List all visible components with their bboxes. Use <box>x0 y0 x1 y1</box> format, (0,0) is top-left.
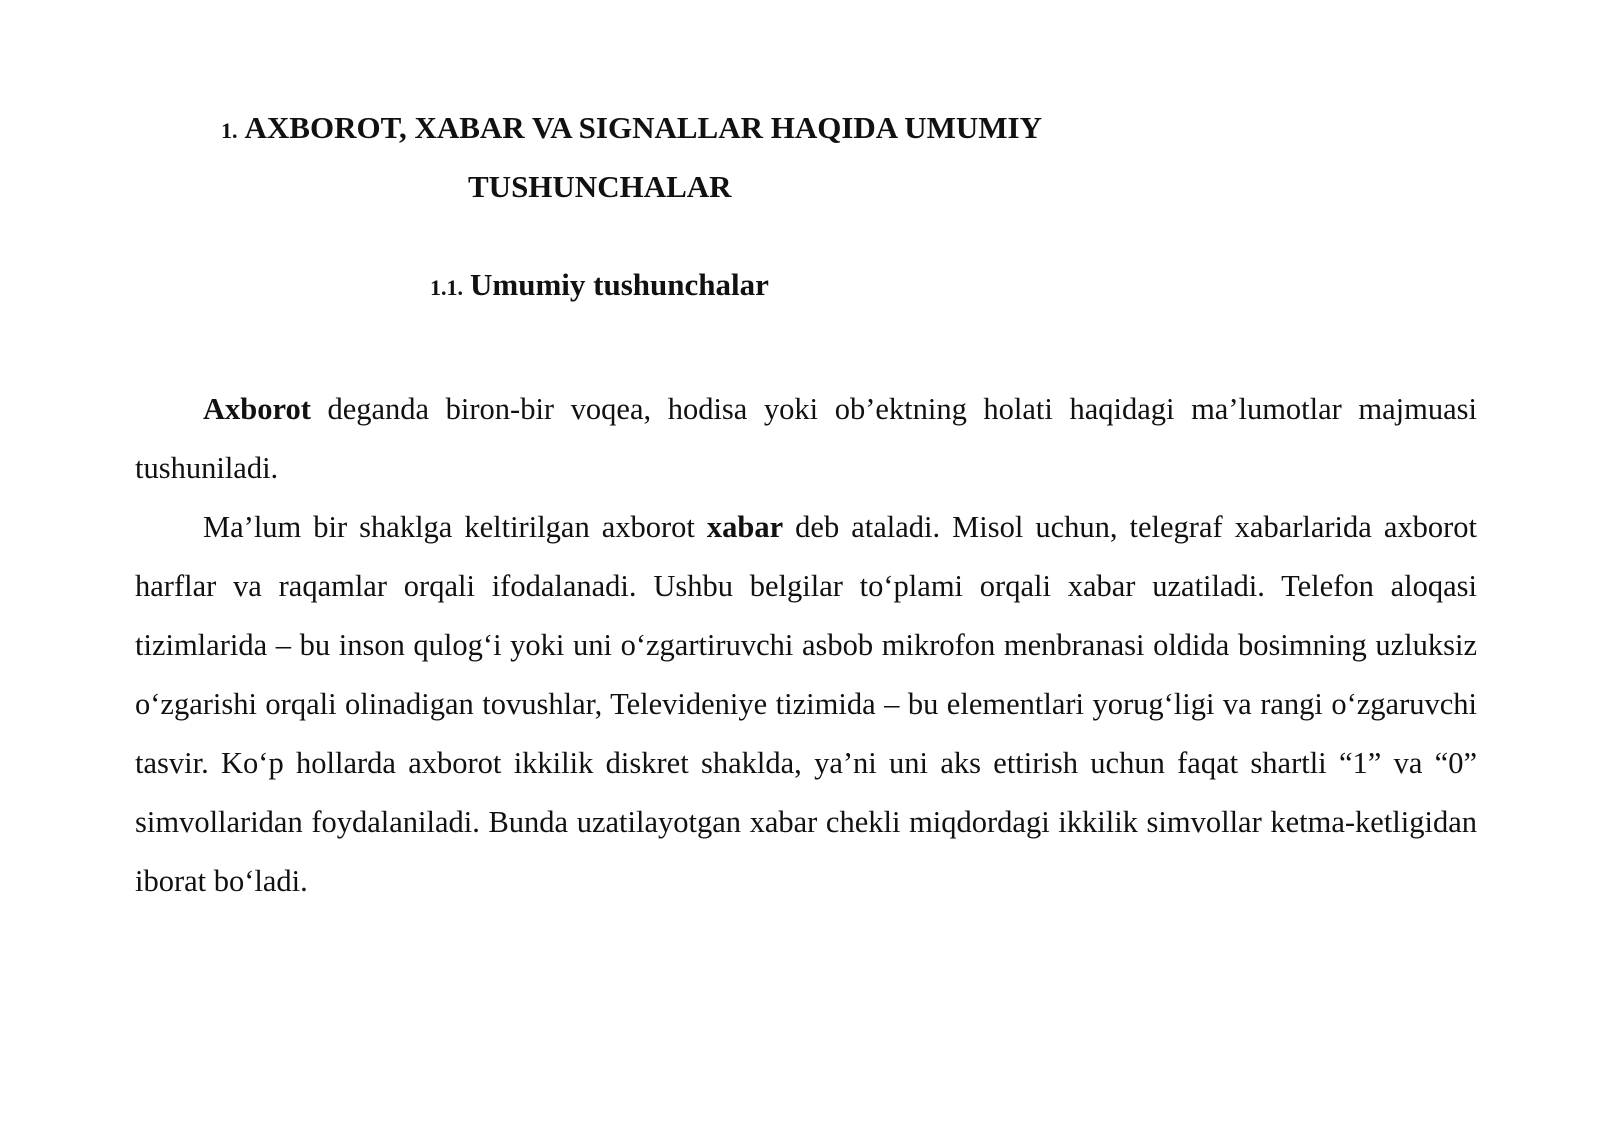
paragraph-axborot <box>135 380 1477 498</box>
paragraph-xabar <box>135 498 1477 911</box>
section-title-text: Umumiy tushunchalar <box>470 267 769 302</box>
chapter-number: 1. <box>221 118 238 143</box>
chapter-title <box>221 110 1042 146</box>
term-xabar: xabar <box>706 510 784 544</box>
term-axborot: Axborot <box>203 392 311 426</box>
paragraph-xabar-text-before: Ma’lum bir shaklga keltirilgan axborot <box>203 510 707 544</box>
section-number: 1.1. <box>430 275 463 300</box>
section-title <box>430 267 769 303</box>
chapter-title-line1: AXBOROT, XABAR VA SIGNALLAR HAQIDA UMUMIY <box>244 110 1042 145</box>
paragraph-axborot-text: deganda biron-bir voqea, hodisa yoki ob’ektning holati haqidagi ma’lumotlar majmuasi tushuniladi. <box>135 392 1477 485</box>
chapter-title-line2: TUSHUNCHALAR <box>468 169 732 204</box>
paragraph-xabar-text-after: deb ataladi. Misol uchun, telegraf xabarlarida axborot harflar va raqamlar orqali ifodalanadi. Ushbu belgilar to‘plami orqali xabar uzatiladi. Telefon aloqasi tizimlarida – bu inson qulog‘i yoki uni o‘zgartiruvchi asbob mikrofon menbranasi oldida bosimning uzluksiz o‘zgarishi orqali olinadigan tovushlar, Televideniye tizimida – bu elementlari yorug‘ligi va rangi o‘zgaruvchi tasvir. Ko‘p hollarda axborot ikkilik diskret shaklda, ya’ni uni aks ettirish uchun faqat shartli “1” va “0” simvollaridan foydalaniladi. Bunda uzatilayotgan xabar chekli miqdordagi ikkilik simvollar ketma-ketligidan iborat bo‘ladi. <box>135 510 1477 898</box>
body-text <box>135 380 1477 911</box>
